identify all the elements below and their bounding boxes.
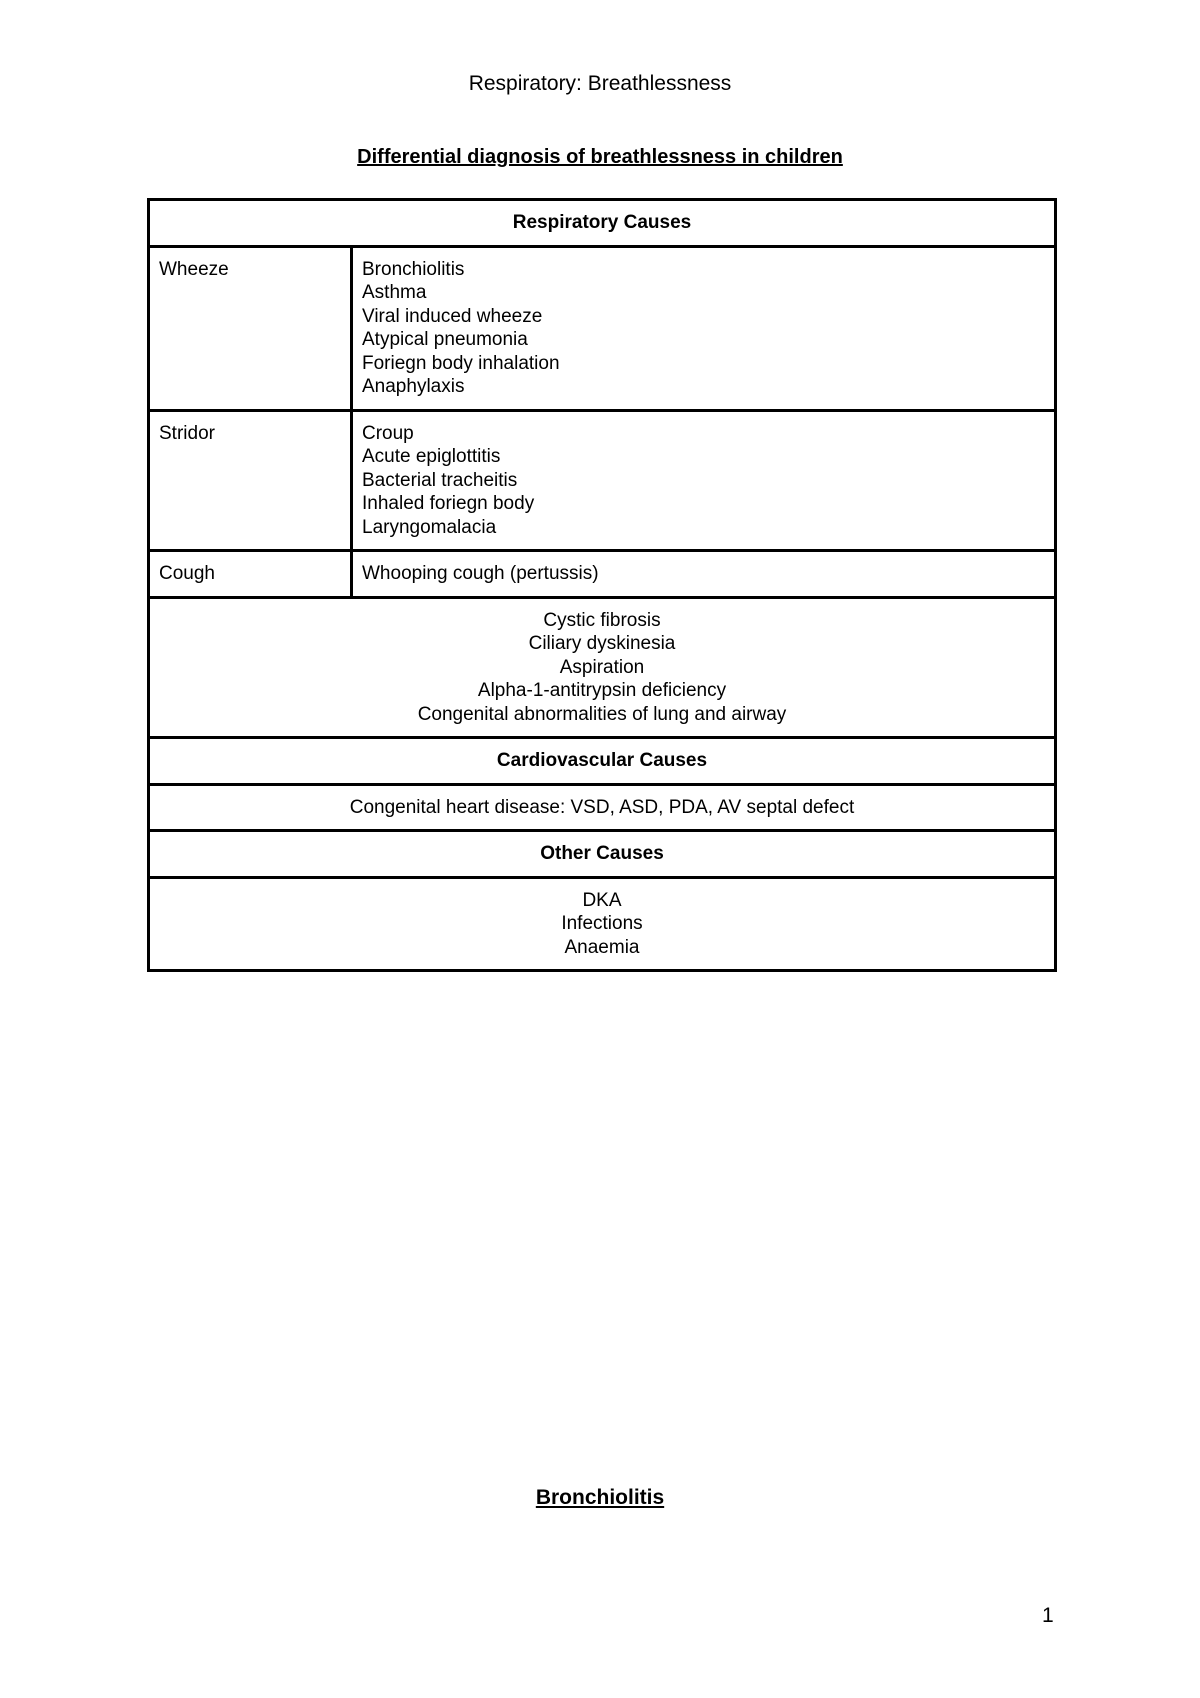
cardiovascular-causes-list bbox=[149, 784, 1056, 831]
list-item: Bronchiolitis bbox=[362, 258, 465, 280]
list-item: Viral induced wheeze bbox=[362, 305, 543, 327]
list-item: Anaphylaxis bbox=[362, 376, 465, 397]
table-row bbox=[149, 877, 1056, 971]
list-item: Congenital heart disease: VSD, ASD, PDA, AV septal defect bbox=[349, 796, 855, 818]
row-label-cough: Cough bbox=[149, 551, 352, 598]
list-item: Alpha-1-antitrypsin deficiency bbox=[477, 680, 727, 701]
list-item: Foriegn body inhalation bbox=[362, 352, 560, 374]
other-causes-list bbox=[149, 877, 1056, 971]
row-label-wheeze: Wheeze bbox=[149, 246, 352, 410]
list-item: Congenital abnormalities of lung and airway bbox=[417, 703, 787, 725]
page-number: 1 bbox=[1042, 1604, 1054, 1627]
table-row bbox=[149, 551, 1056, 598]
row-items-stridor bbox=[352, 410, 1056, 551]
other-respiratory-causes bbox=[149, 597, 1056, 738]
list-item: Acute epiglottitis bbox=[362, 446, 501, 467]
document-title: Differential diagnosis of breathlessness in children bbox=[357, 146, 843, 168]
list-item: Infections bbox=[561, 913, 643, 934]
differential-diagnosis-table bbox=[147, 198, 1057, 972]
table-row bbox=[149, 246, 1056, 410]
list-item: Cystic fibrosis bbox=[543, 609, 661, 631]
list-item: Croup bbox=[362, 422, 414, 444]
respiratory-causes-heading: Respiratory Causes bbox=[149, 200, 1056, 247]
table-row-other-heading bbox=[149, 831, 1056, 878]
row-items-wheeze bbox=[352, 246, 1056, 410]
table-row bbox=[149, 410, 1056, 551]
page-header: Respiratory: Breathlessness bbox=[468, 72, 732, 95]
list-item: Whooping cough (pertussis) bbox=[362, 563, 599, 584]
table-row bbox=[149, 784, 1056, 831]
table-row-respiratory-heading bbox=[149, 200, 1056, 247]
list-item: Atypical pneumonia bbox=[362, 329, 528, 350]
list-item: DKA bbox=[582, 889, 622, 911]
section-heading-bronchiolitis: Bronchiolitis bbox=[535, 1486, 665, 1509]
list-item: Anaemia bbox=[564, 936, 640, 958]
list-item: Laryngomalacia bbox=[362, 516, 497, 538]
list-item: Ciliary dyskinesia bbox=[528, 633, 676, 654]
list-item: Inhaled foriegn body bbox=[362, 493, 535, 514]
other-causes-heading: Other Causes bbox=[149, 831, 1056, 878]
row-items-cough bbox=[352, 551, 1056, 598]
table-row bbox=[149, 597, 1056, 738]
row-label-stridor: Stridor bbox=[149, 410, 352, 551]
table-row-cardiovascular-heading bbox=[149, 738, 1056, 785]
list-item: Aspiration bbox=[559, 656, 645, 678]
list-item: Asthma bbox=[362, 282, 427, 303]
cardiovascular-causes-heading: Cardiovascular Causes bbox=[149, 738, 1056, 785]
list-item: Bacterial tracheitis bbox=[362, 469, 518, 491]
